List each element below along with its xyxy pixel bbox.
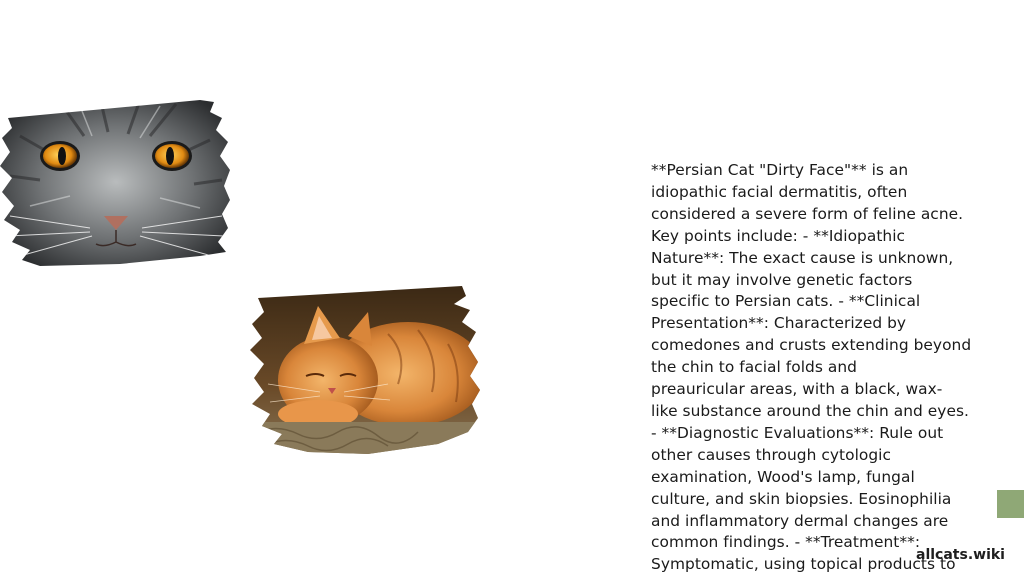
article-line: preauricular areas, with a black, wax- bbox=[651, 380, 943, 399]
article-line: - **Diagnostic Evaluations**: Rule out bbox=[651, 423, 944, 442]
article-line: Presentation**: Characterized by bbox=[651, 314, 907, 333]
article-line: idiopathic facial dermatitis, often bbox=[651, 182, 908, 201]
site-watermark: allcats.wiki bbox=[916, 547, 1005, 563]
article-line: like substance around the chin and eyes. bbox=[651, 401, 969, 420]
article-line: Nature**: The exact cause is unknown, bbox=[651, 248, 954, 267]
article-line: examination, Wood's lamp, fungal bbox=[651, 467, 915, 486]
article-line: common findings. - **Treatment**: bbox=[651, 533, 921, 552]
article-line: comedones and crusts extending beyond bbox=[651, 336, 972, 355]
article-paragraph bbox=[651, 160, 981, 576]
gray-cat-face-image bbox=[0, 96, 232, 268]
article-line: culture, and skin biopsies. Eosinophilia bbox=[651, 489, 952, 508]
article-line: other causes through cytologic bbox=[651, 445, 892, 464]
article-line: Key points include: - **Idiopathic bbox=[651, 226, 906, 245]
article-line: considered a severe form of feline acne. bbox=[651, 204, 964, 223]
article-text bbox=[651, 160, 981, 576]
article-line: **Persian Cat "Dirty Face"** is an bbox=[651, 161, 909, 179]
article-line: and inflammatory dermal changes are bbox=[651, 511, 949, 530]
accent-tab bbox=[997, 490, 1024, 518]
article-line: the chin to facial folds and bbox=[651, 358, 857, 377]
article-line: Symptomatic, using topical products to bbox=[651, 555, 956, 574]
article-line: specific to Persian cats. - **Clinical bbox=[651, 292, 921, 311]
article-line: but it may involve genetic factors bbox=[651, 270, 913, 289]
orange-cat-sleeping-image bbox=[248, 284, 482, 456]
